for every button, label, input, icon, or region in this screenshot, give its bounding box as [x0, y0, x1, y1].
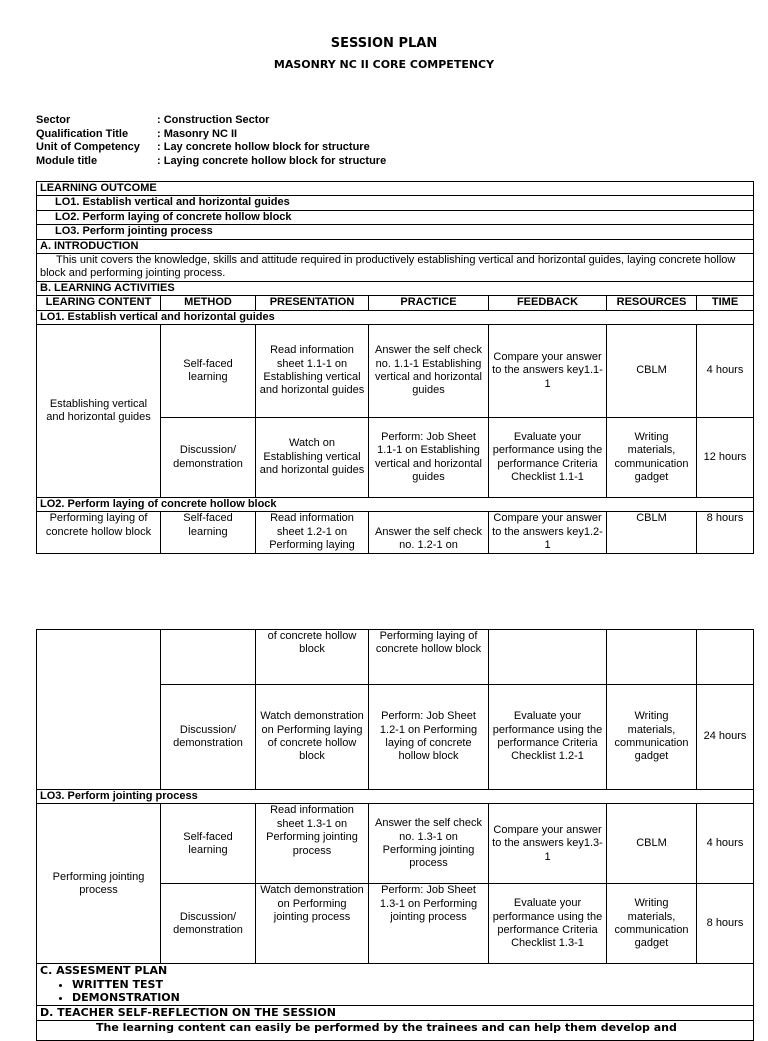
session-plan-table-page2: [36, 629, 754, 1041]
meta-label: Sector: [36, 114, 71, 126]
learning-outcome-item: LO2. Perform laying of concrete hollow block: [37, 210, 754, 224]
reflection-heading: D. TEACHER SELF-REFLECTION ON THE SESSION: [37, 1006, 754, 1020]
document-meta: [36, 114, 386, 168]
practice-cell: Answer the self check no. 1.2-1 on: [369, 512, 489, 553]
resources-cell: Writing materials, communication gadget: [607, 418, 697, 498]
learning-outcome-item: LO3. Perform jointing process: [37, 225, 754, 239]
introduction-text: This unit covers the knowledge, skills and attitude required in productively establishing vertical and horizontal guides, laying concrete hollow block and performing jointing process.: [37, 254, 754, 282]
lo3-heading: LO3. Perform jointing process: [37, 790, 754, 804]
presentation-cell: Read information sheet 1.3-1 on Performing jointing process: [256, 804, 369, 884]
practice-cell: Perform: Job Sheet 1.1-1 on Establishing vertical and horizontal guides: [369, 418, 489, 498]
column-header: PRESENTATION: [256, 296, 369, 310]
column-header: RESOURCES: [607, 296, 697, 310]
meta-label: Qualification Title: [36, 127, 129, 140]
lo1-heading: LO1. Establish vertical and horizontal guides: [37, 310, 754, 324]
method-cell: Self-faced learning: [161, 804, 256, 884]
reflection-text: The learning content can easily be performed by the trainees and can help them develop and: [37, 1020, 754, 1040]
learning-content-cell: Performing laying of concrete hollow block: [37, 512, 161, 553]
meta-label: Module title: [36, 154, 98, 167]
presentation-cell: Read information sheet 1.1-1 on Establishing vertical and horizontal guides: [256, 325, 369, 418]
learning-content-cell: Performing jointing process: [37, 804, 161, 964]
presentation-cell: Watch demonstration on Performing laying of concrete hollow block: [256, 685, 369, 790]
feedback-cell: Evaluate your performance using the performance Criteria Checklist 1.3-1: [489, 884, 607, 964]
presentation-cell: Watch on Establishing vertical and horizontal guides: [256, 418, 369, 498]
practice-cell: Performing laying of concrete hollow block: [369, 630, 489, 685]
learning-activities-heading: B. LEARNING ACTIVITIES: [37, 281, 754, 295]
presentation-cell: Read information sheet 1.2-1 on Performing laying: [256, 512, 369, 553]
method-cell: Discussion/ demonstration: [161, 685, 256, 790]
learning-content-cell: [37, 630, 161, 790]
meta-row-qualification: [36, 128, 386, 142]
introduction-heading: A. INTRODUCTION: [37, 239, 754, 253]
resources-cell: CBLM: [607, 804, 697, 884]
assessment-plan-list: [40, 978, 750, 1005]
meta-row-unit: [36, 141, 386, 155]
method-cell: Discussion/ demonstration: [161, 884, 256, 964]
time-cell: 8 hours: [697, 512, 754, 553]
session-plan-table-page1: [36, 181, 754, 554]
meta-value: : Laying concrete hollow block for structure: [157, 154, 387, 167]
method-cell: Discussion/ demonstration: [161, 418, 256, 498]
feedback-cell: Evaluate your performance using the performance Criteria Checklist 1.2-1: [489, 685, 607, 790]
time-cell: 4 hours: [697, 325, 754, 418]
list-item: • DEMONSTRATION: [72, 991, 750, 1005]
column-header: LEARING CONTENT: [37, 296, 161, 310]
assessment-plan-heading: C. ASSESMENT PLAN: [40, 964, 168, 978]
column-header: METHOD: [161, 296, 256, 310]
learning-outcome-heading: LEARNING OUTCOME: [37, 182, 754, 196]
time-cell: 8 hours: [697, 884, 754, 964]
feedback-cell: Compare your answer to the answers key1.3-1: [489, 804, 607, 884]
time-cell: [697, 630, 754, 685]
list-item: • WRITTEN TEST: [72, 978, 750, 992]
learning-content-cell: Establishing vertical and horizontal guides: [37, 325, 161, 498]
assessment-plan-section: [37, 964, 754, 1006]
feedback-cell: Evaluate your performance using the performance Criteria Checklist 1.1-1: [489, 418, 607, 498]
meta-row-sector: [36, 114, 386, 128]
resources-cell: Writing materials, communication gadget: [607, 685, 697, 790]
column-header: FEEDBACK: [489, 296, 607, 310]
presentation-cell: of concrete hollow block: [256, 630, 369, 685]
practice-cell: Answer the self check no. 1.3-1 on Performing jointing process: [369, 804, 489, 884]
meta-value: : Construction Sector: [157, 114, 270, 126]
column-header: TIME: [697, 296, 754, 310]
document-title: SESSION PLAN: [330, 36, 438, 51]
meta-row-module: [36, 155, 386, 169]
resources-cell: Writing materials, communication gadget: [607, 884, 697, 964]
time-cell: 24 hours: [697, 685, 754, 790]
presentation-cell: Watch demonstration on Performing jointing process: [256, 884, 369, 964]
feedback-cell: [489, 630, 607, 685]
practice-cell: Perform: Job Sheet 1.3-1 on Performing jointing process: [369, 884, 489, 964]
method-cell: Self-faced learning: [161, 325, 256, 418]
time-cell: 4 hours: [697, 804, 754, 884]
learning-outcome-item: LO1. Establish vertical and horizontal guides: [37, 196, 754, 210]
meta-label: Unit of Competency: [36, 141, 140, 153]
document-subtitle: MASONRY NC II CORE COMPETENCY: [273, 58, 495, 71]
resources-cell: [607, 630, 697, 685]
resources-cell: CBLM: [607, 512, 697, 553]
lo2-heading: LO2. Perform laying of concrete hollow block: [37, 498, 754, 512]
meta-value: : Masonry NC II: [157, 127, 238, 140]
feedback-cell: Compare your answer to the answers key1.1-1: [489, 325, 607, 418]
column-header: PRACTICE: [369, 296, 489, 310]
time-cell: 12 hours: [697, 418, 754, 498]
method-cell: [161, 630, 256, 685]
feedback-cell: Compare your answer to the answers key1.2-1: [489, 512, 607, 553]
method-cell: Self-faced learning: [161, 512, 256, 553]
practice-cell: Perform: Job Sheet 1.2-1 on Performing laying of concrete hollow block: [369, 685, 489, 790]
meta-value: : Lay concrete hollow block for structure: [157, 141, 370, 153]
practice-cell: Answer the self check no. 1.1-1 Establishing vertical and horizontal guides: [369, 325, 489, 418]
resources-cell: CBLM: [607, 325, 697, 418]
